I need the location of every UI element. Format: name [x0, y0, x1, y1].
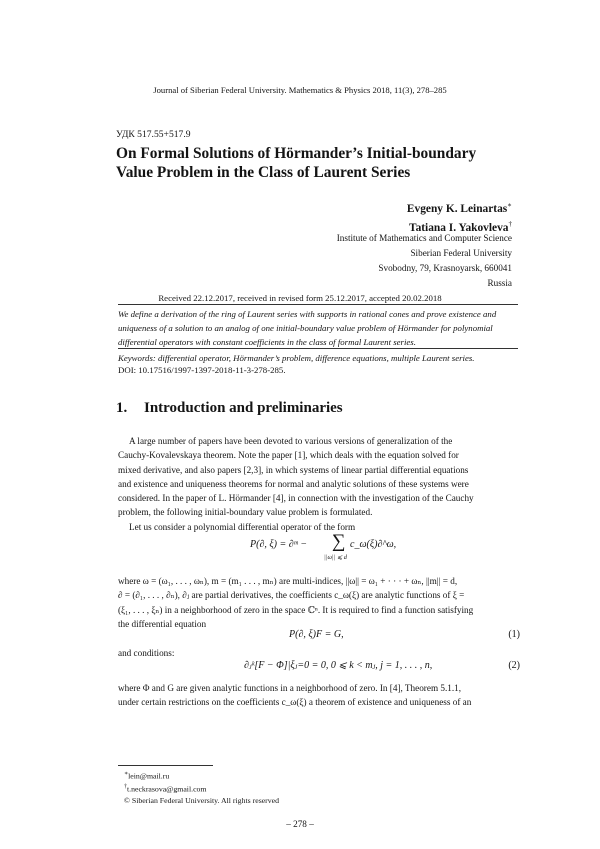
text-line: (ξ₁, . . . , ξₙ) in a neighborhood of zero in the space ℂⁿ. It is required to find a function satisfying [118, 604, 474, 615]
udc-code: УДК 517.55+517.9 [116, 129, 191, 140]
footnote [124, 782, 279, 795]
paper-title [116, 144, 536, 182]
text-line: the differential equation [118, 618, 207, 629]
footnote-mark: ∗ [124, 771, 129, 777]
footnote [124, 769, 279, 782]
footnote-text[interactable]: lein@mail.ru [128, 771, 170, 781]
received-dates: Received 22.12.2017, received in revised form 25.12.2017, accepted 20.02.2018 [158, 293, 442, 303]
section-number: 1. [116, 400, 128, 416]
author-list [407, 198, 512, 236]
footnotes [124, 769, 279, 806]
abstract-top-rule [118, 304, 518, 305]
affiliation-line: Siberian Federal University [410, 248, 512, 258]
copyright-text: © Siberian Federal University. All rights reserved [124, 796, 280, 805]
text-line: where ω = (ω₁, . . . , ωₙ), m = (m₁ . . . , mₙ) are multi-indices, ||ω|| = ω₁ + · · · + ωₙ, ||m|| = d, [118, 576, 458, 586]
affiliation-line: Svobodny, 79, Krasnoyarsk, 660041 [378, 263, 512, 273]
title-line: Value Problem in the Class of Laurent Series [116, 164, 411, 181]
journal-header: Journal of Siberian Federal University. Mathematics & Physics 2018, 11(3), 278–285 [153, 85, 447, 95]
text-line: Cauchy-Kovalevskaya theorem. Note the paper [1], which deals with the equation solved for [118, 450, 459, 461]
abstract-bottom-rule [118, 348, 518, 349]
page-number: – 278 – [286, 819, 314, 829]
equation-lhs: P(∂, ξ) = ∂ᵐ − [250, 539, 308, 550]
affiliation [337, 231, 512, 291]
section-heading [116, 400, 343, 417]
affiliation-line: Russia [487, 278, 512, 288]
text-line: A large number of papers have been devoted to various versions of generalization of the [129, 436, 453, 446]
footnote [124, 795, 279, 806]
title-line: On Formal Solutions of Hörmander’s Initial-boundary [116, 145, 477, 162]
abstract-line: uniqueness of a solution to an analog of one initial-boundary value problem of Hörmander for polynomial [118, 323, 493, 333]
equation-number: (1) [508, 629, 520, 640]
sum-subscript: ||ω|| ⩽ d [324, 554, 347, 561]
text-line: ∂ = (∂₁, . . . , ∂ₙ), ∂ⱼ are partial derivatives, the coefficients c_ω(ξ) are analytic functions of ξ = [118, 590, 465, 601]
intro-paragraph [118, 434, 520, 534]
footnote-rule [118, 765, 213, 766]
footnote-mark: † [508, 219, 512, 228]
text-line: mixed derivative, and also papers [2,3], in which systems of linear partial differential equations [118, 464, 469, 475]
equation-2: ∂ⱼᵏ[F − Φ]|ξⱼ=0 = 0, 0 ⩽ k < mⱼ, j = 1, . . . , n, [244, 660, 433, 671]
where-paragraph [118, 574, 520, 631]
author-name: Tatiana I. Yakovleva [409, 221, 509, 234]
text-line: problem, the following initial-boundary value problem is formulated. [118, 507, 373, 518]
text-line: and existence and uniqueness theorems for normal and analytic solutions of these systems were [118, 478, 469, 489]
author [407, 198, 512, 217]
equation-rhs: c_ω(ξ)∂^ω, [350, 539, 397, 550]
text-line: where Φ and G are given analytic functions in a neighborhood of zero. In [4], Theorem 5.1.1, [118, 683, 462, 693]
abstract-line: We define a derivation of the ring of Laurent series with supports in rational cones and prove existence and [118, 309, 497, 319]
footnote-mark: ∗ [507, 201, 512, 209]
keywords: Keywords: differential operator, Hörmander’s problem, difference equations, multiple Laurent series. [118, 353, 475, 363]
footnote-text[interactable]: t.neckrasova@gmail.com [127, 784, 207, 794]
doi: DOI: 10.17516/1997-1397-2018-11-3-278-285. [118, 365, 286, 375]
abstract [118, 307, 519, 349]
sum-symbol: ∑ [332, 531, 346, 552]
conditions-label: and conditions: [118, 648, 175, 658]
equation-number: (2) [508, 660, 520, 671]
affiliation-line: Institute of Mathematics and Computer Science [336, 233, 512, 243]
text-line: considered. In the paper of L. Hörmander [4], in connection with the investigation of the Cauchy [118, 493, 474, 504]
author-name: Evgeny K. Leinartas [406, 202, 508, 215]
text-line: Let us consider a polynomial differential operator of the form [129, 521, 356, 532]
closing-paragraph [118, 681, 520, 710]
footnote-mark: † [124, 784, 127, 790]
abstract-line: differential operators with constant coefficients in the class of formal Laurent series. [118, 337, 416, 347]
section-title: Introduction and preliminaries [144, 400, 343, 416]
text-line: under certain restrictions on the coefficients c_ω(ξ) a theorem of existence and uniqueness of an [118, 697, 472, 708]
equation-1: P(∂, ξ)F = G, [289, 629, 344, 640]
